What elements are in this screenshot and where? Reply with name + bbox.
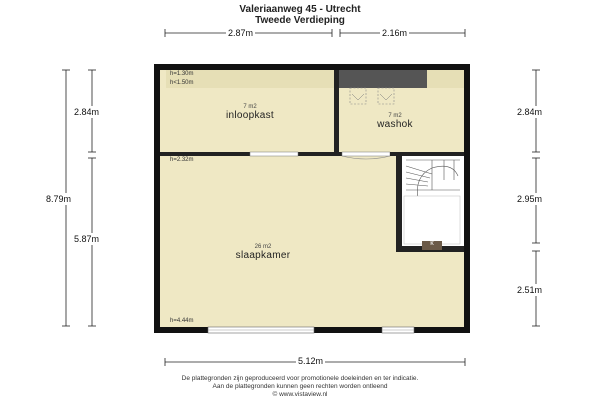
- address-title: Valeriaanweg 45 - Utrecht: [239, 4, 361, 15]
- room-inloopkast: [200, 104, 300, 121]
- dim-right-upper: 2.84m: [517, 107, 543, 117]
- height-note-1: h=1.30m: [170, 71, 194, 77]
- washok-unit: [339, 70, 427, 88]
- wall-left: [154, 64, 160, 333]
- dim-top-right: 2.16m: [382, 28, 408, 38]
- dim-left-total: 8.79m: [46, 194, 72, 204]
- room-name: inloopkast: [225, 110, 275, 121]
- floor-title: Tweede Verdieping: [255, 15, 345, 26]
- dim-right-lower: 2.51m: [517, 285, 543, 295]
- footer-line-1: De plattegronden zijn geproduceerd voor promotionele doeleinden en ter indicatie.: [181, 375, 419, 382]
- room-area: 7 m2: [243, 104, 257, 110]
- dim-right-middle: 2.95m: [517, 194, 543, 204]
- dim-bottom: 5.12m: [298, 356, 324, 366]
- room-slaapkamer: [213, 244, 313, 261]
- footer-line-2: Aan de plattegronden kunnen geen rechten worden ontleend: [212, 383, 388, 390]
- room-area: 7 m2: [388, 113, 402, 119]
- height-note-4: h=4.44m: [170, 318, 194, 324]
- room-name: washok: [377, 119, 413, 130]
- stair-marker: k: [430, 240, 434, 247]
- wall-upper-left: [160, 152, 250, 156]
- wall-right: [464, 64, 470, 333]
- dim-top-left: 2.87m: [228, 28, 254, 38]
- room-area: 26 m2: [254, 244, 272, 250]
- room-washok: [350, 113, 440, 130]
- height-note-3: h=2.32m: [170, 157, 194, 163]
- footer-line-3: © www.vistaview.nl: [272, 391, 328, 398]
- door-inloopkast: [250, 152, 298, 156]
- wall-upper-mid: [298, 152, 342, 156]
- wall-top: [154, 64, 468, 70]
- stair-wall-left: [396, 156, 402, 252]
- height-note-2: h<1.50m: [170, 80, 194, 86]
- door-washok: [342, 152, 390, 156]
- dim-left-upper: 2.84m: [74, 107, 100, 117]
- wall-upper-right: [390, 152, 464, 156]
- wall-inloopkast-washok: [334, 70, 339, 156]
- room-name: slaapkamer: [235, 250, 291, 261]
- dim-left-lower: 5.87m: [74, 234, 100, 244]
